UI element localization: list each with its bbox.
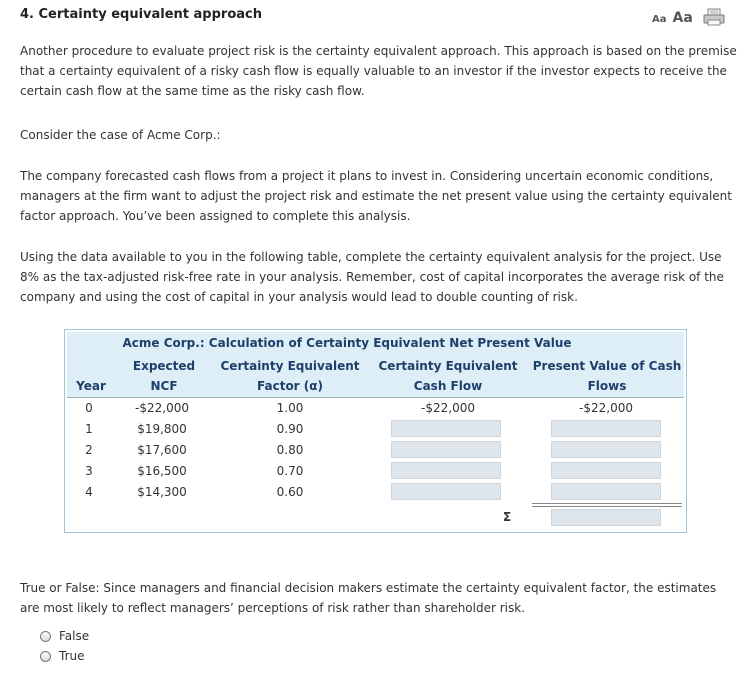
table-header — [67, 332, 684, 398]
case-paragraph: Consider the case of Acme Corp.: — [20, 128, 221, 142]
ncf-cell: $14,300 — [137, 485, 187, 499]
option-true[interactable] — [40, 649, 85, 663]
option-false-label: False — [59, 629, 90, 643]
header-cef-line2: Factor (α) — [257, 379, 323, 393]
font-large-button[interactable]: Aa — [672, 10, 693, 26]
option-false[interactable] — [40, 629, 89, 643]
header-ce-factor — [215, 356, 365, 396]
sum-divider — [532, 503, 682, 504]
npv-sum-input[interactable] — [551, 509, 661, 526]
ncf-cell: $16,500 — [137, 464, 187, 478]
factor-cell: 0.90 — [276, 422, 304, 436]
header-pv-line1: Present Value of Cash — [532, 359, 682, 373]
ncf-cell: $19,800 — [137, 422, 187, 436]
intro-paragraph: Another procedure to evaluate project risk is the certainty equivalent approach. This approach is based on the premise that a certainty equivalent of a risky cash flow is equally valuable to an investor if the investor expects to receive the certain cash flow at the same time as the risky cash flow. — [20, 44, 737, 98]
factor-cell: 1.00 — [276, 401, 304, 415]
ce-cash-flow-cell: -$22,000 — [421, 401, 475, 415]
font-size-tools — [652, 8, 725, 26]
print-icon[interactable] — [703, 8, 725, 26]
page-title: 4. Certainty equivalent approach — [20, 7, 262, 22]
year-cell: 3 — [85, 464, 93, 478]
present-value-input-year-2[interactable] — [551, 441, 661, 458]
company-paragraph: The company forecasted cash flows from a project it plans to invest in. Considering uncertain economic conditions, managers at the firm want to adjust the project risk and estimate the net present value using the certainty equivalent factor approach. You’ve been assigned to complete this analysis. — [20, 169, 732, 223]
header-year: Year — [76, 379, 106, 393]
header-ncf-line2: NCF — [150, 379, 178, 393]
ncf-cell: -$22,000 — [135, 401, 189, 415]
sum-symbol: Σ — [503, 510, 512, 524]
header-ce-cash-flow — [374, 356, 522, 396]
question-text: True or False: Since managers and financial decision makers estimate the certainty equivalent factor, the estimates are most likely to reflect managers’ perceptions of risk rather than shareholder risk. — [20, 581, 717, 615]
table-title: Acme Corp.: Calculation of Certainty Equivalent Net Present Value — [122, 336, 572, 350]
radio-false[interactable] — [40, 631, 51, 642]
header-cef-line1: Certainty Equivalent — [220, 359, 360, 373]
present-value-input-year-4[interactable] — [551, 483, 661, 500]
year-cell: 4 — [85, 485, 93, 499]
header-ncf-line1: Expected — [132, 359, 196, 373]
instructions-paragraph: Using the data available to you in the following table, complete the certainty equivalent analysis for the project. Use 8% as the tax-adjusted risk-free rate in your analysis. Remember, cost of capital incorporates the average risk of the company and using the cost of capital in your analysis would lead to double counting of risk. — [20, 250, 724, 304]
ce-cash-flow-input-year-4[interactable] — [391, 483, 501, 500]
ncf-cell: $17,600 — [137, 443, 187, 457]
year-cell: 2 — [85, 443, 93, 457]
present-value-input-year-3[interactable] — [551, 462, 661, 479]
radio-true[interactable] — [40, 651, 51, 662]
ce-cash-flow-input-year-1[interactable] — [391, 420, 501, 437]
header-pv-line2: Flows — [587, 379, 627, 393]
year-cell: 1 — [85, 422, 93, 436]
present-value-input-year-1[interactable] — [551, 420, 661, 437]
ce-cash-flow-input-year-2[interactable] — [391, 441, 501, 458]
option-true-label: True — [59, 649, 85, 663]
header-expected-ncf — [119, 356, 209, 396]
ce-cash-flow-input-year-3[interactable] — [391, 462, 501, 479]
factor-cell: 0.80 — [276, 443, 304, 457]
year-cell: 0 — [85, 401, 93, 415]
sum-divider — [532, 506, 682, 507]
present-value-cell: -$22,000 — [579, 401, 633, 415]
certainty-equivalent-table — [64, 329, 687, 533]
header-present-value — [530, 356, 684, 396]
factor-cell: 0.60 — [276, 485, 304, 499]
factor-cell: 0.70 — [276, 464, 304, 478]
font-small-button[interactable]: Aa — [652, 14, 667, 25]
header-cecf-line2: Cash Flow — [413, 379, 483, 393]
header-cecf-line1: Certainty Equivalent — [378, 359, 518, 373]
